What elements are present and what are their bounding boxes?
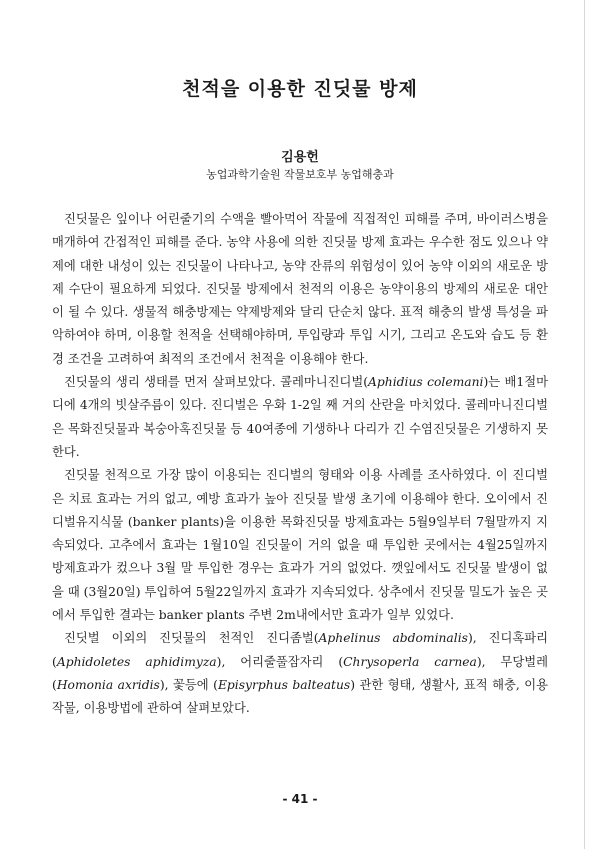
abstract-body: [52, 208, 548, 721]
species-name: Chrysoperla carnea: [343, 654, 477, 669]
species-name: Aphelinus abdominalis: [318, 631, 468, 646]
paragraph-text: 진딧물 천적으로 가장 많이 이용되는 진디벌의 형태와 이용 사례를 조사하였다. 이 진디벌은 치료 효과는 거의 없고, 예방 효과가 높아 진딧물 발생 초기에 이용해야 한다. 오이에서 진디벌유지식물 (banker plants)을 이용한 목화진딧물 방제효과는 5월9일부터 7월말까지 지속되었다. 고추에서 효과는 1월10일 진딧물이 거의 없을 때 투입한 곳에서는 4월25일까지 방제효과가 컸으나 3월 말 투입한 경우는 효과가 거의 없었다. 깻잎에서도 진딧물 발생이 없을 때 (3월20일) 투입하여 5월22일까지 효과가 지속되었다. 상추에서 진딧물 밀도가 높은 곳에서 투입한 결과는 banker plants 주변 2m내에서만 효과가 일부 있었다.: [52, 468, 548, 623]
paragraph-3: [52, 464, 548, 627]
species-name: Homonia axridis: [56, 677, 160, 692]
author-name: 김용헌: [281, 150, 319, 165]
species-name: Aphidoletes aphidimyza: [56, 654, 217, 669]
paragraph-text: )는 배1절마디에 4개의 빗살주름이 있다. 진디벌은 우화 1-2일 째 거의 산란을 마치었다. 콜레마니진디벌은 목화진딧물과 복숭아혹진딧물 등 40여종에 기생하나 다리가 긴 수염진딧물은 기생하지 못한다.: [52, 375, 548, 459]
paragraph-text: ), 진디혹파리(: [52, 631, 549, 669]
paragraph-2: [52, 371, 548, 464]
page-number: - 41 -: [282, 792, 318, 806]
paragraph-text: 진딧물은 잎이나 어린줄기의 수액을 빨아먹어 작물에 직접적인 피해를 주며, 바이러스병을 매개하여 간접적인 피해를 준다. 농약 사용에 의한 진딧물 방제 효과는 우수한 점도 있으나 약제에 대한 내성이 있는 진딧물이 나타나고, 농약 잔류의 위험성이 있어 농약 이외의 새로운 방제 수단이 필요하게 되었다. 진딧물 방제에서 천적의 이용은 농약이용의 방제의 새로운 대안이 될 수 있다. 생물적 해충방제는 약제방제와 달리 단순치 않다. 표적 해충의 발생 특성을 파악하여야 하며, 이용할 천적을 선택해야하며, 투입량과 투입 시기, 그리고 온도와 습도 등 환경 조건을 고려하여 최적의 조건에서 천적을 이용해야 한다.: [52, 212, 548, 366]
paper-title: 천적을 이용한 진딧물 방제: [182, 78, 418, 100]
scan-edge-line: [584, 0, 585, 849]
paragraph-text: ), 무당벌레(: [52, 654, 548, 692]
species-name: Episyrphus balteatus: [217, 677, 351, 692]
author-affiliation: 농업과학기술원 작물보호부 농업해충과: [206, 168, 394, 181]
paragraph-text: 진딧벌 이외의 진딧물의 천적인 진디좀벌(: [64, 631, 319, 646]
paragraph-1: [52, 208, 548, 371]
paragraph-text: ), 꽃등에 (: [159, 677, 218, 692]
paragraph-text: ), 어리줄풀잠자리 (: [216, 654, 344, 669]
paragraph-text: ) 관한 형태, 생활사, 표적 해충, 이용작물, 이용방법에 관하여 살펴보았다.: [52, 677, 549, 716]
paragraph-4: [52, 627, 548, 720]
paragraph-text: 진딧물의 생리 생태를 먼저 살펴보았다. 콜레마니진디벌(: [64, 375, 369, 390]
species-name: Aphidius colemani: [368, 375, 484, 390]
